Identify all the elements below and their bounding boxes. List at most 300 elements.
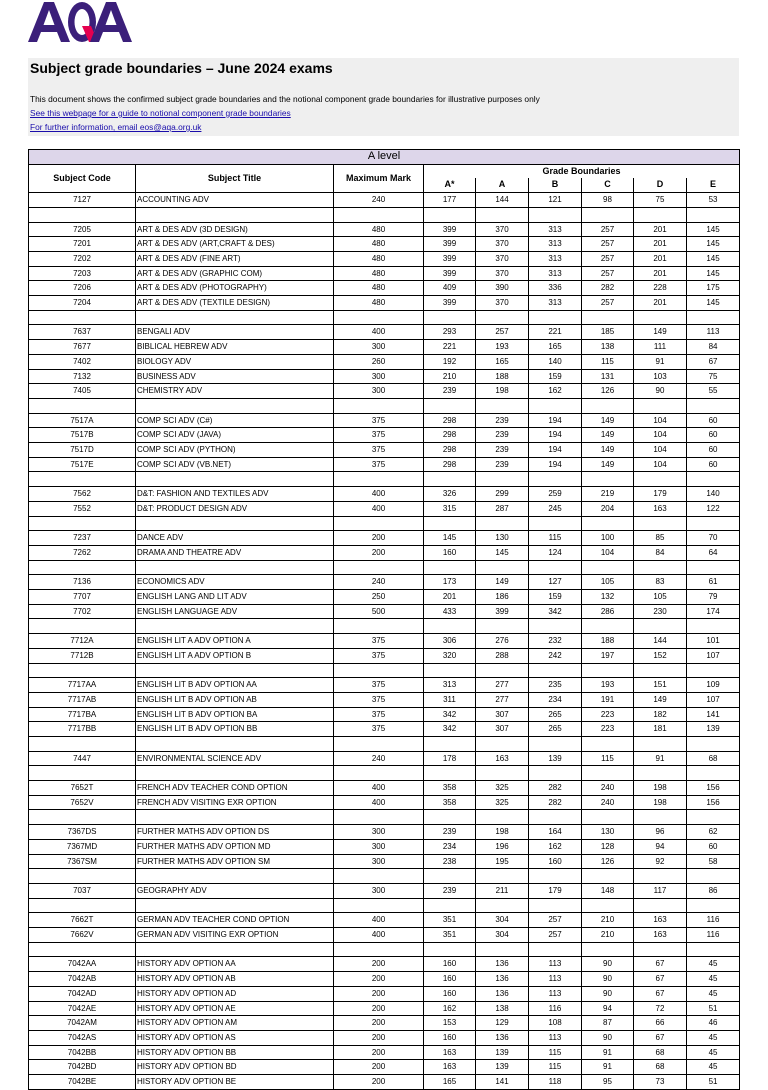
- grade-e: 109: [687, 678, 740, 693]
- blank-cell: [634, 472, 687, 487]
- subject-code: 7127: [29, 193, 136, 208]
- grade-e: 68: [687, 751, 740, 766]
- blank-cell: [476, 810, 529, 825]
- grade-d: 201: [634, 251, 687, 266]
- subject-code: 7262: [29, 545, 136, 560]
- grade-a: 399: [476, 604, 529, 619]
- grade-a-star: 163: [424, 1045, 476, 1060]
- grade-b: 127: [529, 575, 582, 590]
- grade-b: 113: [529, 986, 582, 1001]
- blank-cell: [687, 619, 740, 634]
- blank-cell: [529, 737, 582, 752]
- max-mark: 200: [334, 972, 424, 987]
- grade-a-star: 351: [424, 913, 476, 928]
- blank-cell: [476, 560, 529, 575]
- max-mark: 200: [334, 1045, 424, 1060]
- subject-title: ENGLISH LIT B ADV OPTION BB: [136, 722, 334, 737]
- grade-e: 60: [687, 839, 740, 854]
- grade-a-star: 165: [424, 1075, 476, 1090]
- subject-code: 7042BB: [29, 1045, 136, 1060]
- grade-d: 149: [634, 325, 687, 340]
- table-row: [29, 883, 740, 898]
- level-header: A level: [29, 150, 740, 165]
- subject-code: 7402: [29, 354, 136, 369]
- blank-cell: [136, 766, 334, 781]
- blank-cell: [476, 472, 529, 487]
- grade-a-star: 298: [424, 428, 476, 443]
- subject-title: COMP SCI ADV (C#): [136, 413, 334, 428]
- blank-cell: [687, 560, 740, 575]
- max-mark: 480: [334, 296, 424, 311]
- subject-code: 7652V: [29, 795, 136, 810]
- col-subject-title: Subject Title: [136, 164, 334, 192]
- grade-a: 136: [476, 957, 529, 972]
- subject-code: 7677: [29, 340, 136, 355]
- subject-code: 7042AB: [29, 972, 136, 987]
- max-mark: 300: [334, 839, 424, 854]
- grade-col-header: A*: [424, 178, 476, 192]
- grade-c: 257: [582, 296, 634, 311]
- blank-cell: [334, 898, 424, 913]
- blank-cell: [29, 619, 136, 634]
- grade-e: 145: [687, 251, 740, 266]
- grade-b: 194: [529, 413, 582, 428]
- grade-a: 370: [476, 266, 529, 281]
- blank-cell: [529, 207, 582, 222]
- grade-b: 313: [529, 222, 582, 237]
- subject-title: BUSINESS ADV: [136, 369, 334, 384]
- blank-row: [29, 472, 740, 487]
- grade-e: 145: [687, 237, 740, 252]
- table-row: [29, 369, 740, 384]
- grade-e: 79: [687, 590, 740, 605]
- grade-a-star: 293: [424, 325, 476, 340]
- grade-b: 194: [529, 428, 582, 443]
- grade-d: 181: [634, 722, 687, 737]
- grade-a: 304: [476, 913, 529, 928]
- blank-cell: [687, 310, 740, 325]
- grade-a-star: 351: [424, 928, 476, 943]
- blank-cell: [29, 472, 136, 487]
- subject-code: 7662T: [29, 913, 136, 928]
- grade-b: 232: [529, 634, 582, 649]
- grade-a: 198: [476, 825, 529, 840]
- blank-row: [29, 898, 740, 913]
- grade-a-star: 358: [424, 795, 476, 810]
- subject-title: ACCOUNTING ADV: [136, 193, 334, 208]
- grade-a: 136: [476, 1030, 529, 1045]
- blank-cell: [424, 398, 476, 413]
- table-row: [29, 590, 740, 605]
- grade-boundaries-header: Grade Boundaries: [424, 164, 740, 178]
- grade-a-star: 315: [424, 501, 476, 516]
- blank-cell: [529, 516, 582, 531]
- max-mark: 375: [334, 413, 424, 428]
- blank-cell: [136, 942, 334, 957]
- grade-e: 141: [687, 707, 740, 722]
- guide-link[interactable]: See this webpage for a guide to notional component grade boundaries: [30, 108, 291, 118]
- max-mark: 200: [334, 957, 424, 972]
- table-row: [29, 340, 740, 355]
- blank-cell: [29, 398, 136, 413]
- subject-title: GERMAN ADV VISITING EXR OPTION: [136, 928, 334, 943]
- grade-d: 67: [634, 986, 687, 1001]
- subject-title: ENGLISH LIT B ADV OPTION AB: [136, 692, 334, 707]
- blank-cell: [334, 619, 424, 634]
- grade-a-star: 399: [424, 251, 476, 266]
- grade-a-star: 399: [424, 222, 476, 237]
- grade-c: 204: [582, 501, 634, 516]
- subject-title: GERMAN ADV TEACHER COND OPTION: [136, 913, 334, 928]
- subject-title: HISTORY ADV OPTION BD: [136, 1060, 334, 1075]
- blank-cell: [29, 663, 136, 678]
- max-mark: 240: [334, 751, 424, 766]
- blank-cell: [136, 737, 334, 752]
- grade-e: 45: [687, 1045, 740, 1060]
- intro-text: This document shows the confirmed subject grade boundaries and the notional component grade boundaries for illustrative purposes only: [30, 94, 540, 104]
- blank-cell: [476, 398, 529, 413]
- grade-d: 144: [634, 634, 687, 649]
- grade-b: 116: [529, 1001, 582, 1016]
- grade-c: 185: [582, 325, 634, 340]
- blank-cell: [136, 207, 334, 222]
- grade-a: 370: [476, 296, 529, 311]
- grade-b: 164: [529, 825, 582, 840]
- grade-c: 149: [582, 457, 634, 472]
- blank-cell: [687, 869, 740, 884]
- grade-e: 61: [687, 575, 740, 590]
- subject-title: GEOGRAPHY ADV: [136, 883, 334, 898]
- grade-d: 163: [634, 501, 687, 516]
- blank-cell: [634, 398, 687, 413]
- blank-cell: [687, 207, 740, 222]
- grade-c: 130: [582, 825, 634, 840]
- subject-code: 7562: [29, 487, 136, 502]
- subject-title: FURTHER MATHS ADV OPTION SM: [136, 854, 334, 869]
- grade-a-star: 399: [424, 296, 476, 311]
- blank-row: [29, 619, 740, 634]
- grade-d: 91: [634, 354, 687, 369]
- table-row: [29, 501, 740, 516]
- blank-cell: [476, 207, 529, 222]
- grade-a-star: 399: [424, 237, 476, 252]
- subject-code: 7204: [29, 296, 136, 311]
- blank-cell: [424, 810, 476, 825]
- subject-code: 7405: [29, 384, 136, 399]
- grade-d: 182: [634, 707, 687, 722]
- grade-col-header: B: [529, 178, 582, 192]
- grade-c: 197: [582, 648, 634, 663]
- blank-cell: [634, 810, 687, 825]
- grade-b: 115: [529, 1045, 582, 1060]
- table-row: [29, 545, 740, 560]
- grade-a-star: 177: [424, 193, 476, 208]
- grade-b: 159: [529, 590, 582, 605]
- grade-a-star: 306: [424, 634, 476, 649]
- grade-b: 162: [529, 384, 582, 399]
- subject-code: 7136: [29, 575, 136, 590]
- grade-a: 277: [476, 678, 529, 693]
- max-mark: 300: [334, 854, 424, 869]
- blank-cell: [136, 663, 334, 678]
- blank-cell: [582, 472, 634, 487]
- blank-cell: [529, 942, 582, 957]
- col-subject-code: Subject Code: [29, 164, 136, 192]
- blank-cell: [424, 560, 476, 575]
- grade-d: 201: [634, 222, 687, 237]
- grade-b: 342: [529, 604, 582, 619]
- subject-code: 7132: [29, 369, 136, 384]
- grade-a: 149: [476, 575, 529, 590]
- subject-code: 7652T: [29, 781, 136, 796]
- blank-cell: [529, 398, 582, 413]
- grade-a-star: 320: [424, 648, 476, 663]
- max-mark: 300: [334, 340, 424, 355]
- blank-cell: [29, 869, 136, 884]
- grade-a: 239: [476, 457, 529, 472]
- table-row: [29, 604, 740, 619]
- max-mark: 200: [334, 1075, 424, 1090]
- table-row: [29, 193, 740, 208]
- grade-a-star: 399: [424, 266, 476, 281]
- blank-cell: [424, 942, 476, 957]
- grade-a: 211: [476, 883, 529, 898]
- grade-d: 201: [634, 296, 687, 311]
- subject-title: HISTORY ADV OPTION AB: [136, 972, 334, 987]
- table-row: [29, 781, 740, 796]
- table-row: [29, 443, 740, 458]
- blank-cell: [582, 810, 634, 825]
- grade-a: 370: [476, 251, 529, 266]
- table-row: [29, 487, 740, 502]
- grade-d: 230: [634, 604, 687, 619]
- max-mark: 375: [334, 678, 424, 693]
- grade-b: 235: [529, 678, 582, 693]
- blank-cell: [136, 310, 334, 325]
- max-mark: 240: [334, 193, 424, 208]
- max-mark: 480: [334, 237, 424, 252]
- grade-e: 58: [687, 854, 740, 869]
- grade-a: 299: [476, 487, 529, 502]
- blank-cell: [29, 310, 136, 325]
- subject-code: 7702: [29, 604, 136, 619]
- grade-a-star: 210: [424, 369, 476, 384]
- blank-cell: [529, 766, 582, 781]
- blank-cell: [136, 560, 334, 575]
- table-row: [29, 413, 740, 428]
- blank-cell: [334, 560, 424, 575]
- grade-e: 53: [687, 193, 740, 208]
- grade-c: 90: [582, 957, 634, 972]
- grade-d: 152: [634, 648, 687, 663]
- grade-a-star: 163: [424, 1060, 476, 1075]
- grade-c: 149: [582, 413, 634, 428]
- subject-code: 7042AA: [29, 957, 136, 972]
- blank-cell: [29, 942, 136, 957]
- max-mark: 400: [334, 487, 424, 502]
- grade-a-star: 298: [424, 457, 476, 472]
- grade-b: 313: [529, 251, 582, 266]
- grade-d: 201: [634, 266, 687, 281]
- max-mark: 400: [334, 928, 424, 943]
- subject-code: 7202: [29, 251, 136, 266]
- grade-e: 145: [687, 222, 740, 237]
- grade-e: 139: [687, 722, 740, 737]
- grade-e: 156: [687, 781, 740, 796]
- aqa-logo: [28, 0, 132, 44]
- blank-cell: [582, 516, 634, 531]
- grade-c: 257: [582, 222, 634, 237]
- grade-a: 307: [476, 707, 529, 722]
- grade-e: 75: [687, 369, 740, 384]
- grade-c: 240: [582, 781, 634, 796]
- grade-e: 86: [687, 883, 740, 898]
- grade-c: 91: [582, 1060, 634, 1075]
- subject-code: 7717BA: [29, 707, 136, 722]
- blank-cell: [634, 663, 687, 678]
- grade-e: 45: [687, 957, 740, 972]
- grade-a: 138: [476, 1001, 529, 1016]
- subject-code: 7717AB: [29, 692, 136, 707]
- grade-e: 60: [687, 413, 740, 428]
- max-mark: 480: [334, 222, 424, 237]
- email-link[interactable]: For further information, email eos@aqa.org.uk: [30, 122, 202, 132]
- blank-cell: [529, 472, 582, 487]
- grade-a: 130: [476, 531, 529, 546]
- subject-code: 7042BE: [29, 1075, 136, 1090]
- blank-cell: [687, 516, 740, 531]
- grade-e: 140: [687, 487, 740, 502]
- grade-b: 108: [529, 1016, 582, 1031]
- grade-e: 64: [687, 545, 740, 560]
- grade-a-star: 239: [424, 825, 476, 840]
- table-row: [29, 384, 740, 399]
- blank-cell: [136, 472, 334, 487]
- subject-title: ART & DES ADV (FINE ART): [136, 251, 334, 266]
- grade-b: 257: [529, 913, 582, 928]
- grade-a: 145: [476, 545, 529, 560]
- grade-a: 195: [476, 854, 529, 869]
- subject-code: 7367SM: [29, 854, 136, 869]
- grade-b: 118: [529, 1075, 582, 1090]
- blank-row: [29, 398, 740, 413]
- blank-cell: [476, 942, 529, 957]
- grade-c: 148: [582, 883, 634, 898]
- grade-d: 163: [634, 928, 687, 943]
- subject-code: 7712A: [29, 634, 136, 649]
- blank-cell: [29, 516, 136, 531]
- table-row: [29, 692, 740, 707]
- grade-a-star: 160: [424, 545, 476, 560]
- grade-b: 179: [529, 883, 582, 898]
- table-row: [29, 913, 740, 928]
- grade-c: 90: [582, 986, 634, 1001]
- blank-cell: [29, 766, 136, 781]
- blank-cell: [634, 560, 687, 575]
- grade-c: 98: [582, 193, 634, 208]
- subject-title: COMP SCI ADV (VB.NET): [136, 457, 334, 472]
- grade-a-star: 298: [424, 413, 476, 428]
- blank-cell: [529, 619, 582, 634]
- blank-cell: [529, 310, 582, 325]
- table-row: [29, 325, 740, 340]
- grade-d: 104: [634, 457, 687, 472]
- grade-e: 45: [687, 1060, 740, 1075]
- subject-code: 7237: [29, 531, 136, 546]
- grade-c: 90: [582, 1030, 634, 1045]
- blank-cell: [634, 737, 687, 752]
- grade-a: 370: [476, 222, 529, 237]
- grade-c: 132: [582, 590, 634, 605]
- grade-d: 103: [634, 369, 687, 384]
- blank-row: [29, 737, 740, 752]
- table-row: [29, 222, 740, 237]
- grade-d: 66: [634, 1016, 687, 1031]
- grade-e: 45: [687, 986, 740, 1001]
- grade-c: 191: [582, 692, 634, 707]
- grade-a: 136: [476, 972, 529, 987]
- grade-col-header: C: [582, 178, 634, 192]
- table-row: [29, 531, 740, 546]
- blank-cell: [424, 737, 476, 752]
- grade-b: 140: [529, 354, 582, 369]
- grade-c: 210: [582, 928, 634, 943]
- subject-title: DANCE ADV: [136, 531, 334, 546]
- grade-c: 138: [582, 340, 634, 355]
- grade-a: 193: [476, 340, 529, 355]
- table-row: [29, 296, 740, 311]
- grade-col-header: A: [476, 178, 529, 192]
- grade-a-star: 433: [424, 604, 476, 619]
- grade-c: 240: [582, 795, 634, 810]
- grade-e: 101: [687, 634, 740, 649]
- blank-cell: [334, 516, 424, 531]
- max-mark: 200: [334, 1060, 424, 1075]
- grade-d: 83: [634, 575, 687, 590]
- grade-b: 121: [529, 193, 582, 208]
- subject-title: D&T: FASHION AND TEXTILES ADV: [136, 487, 334, 502]
- grade-b: 194: [529, 457, 582, 472]
- grade-a-star: 162: [424, 1001, 476, 1016]
- max-mark: 375: [334, 648, 424, 663]
- grade-e: 45: [687, 972, 740, 987]
- grade-a-star: 145: [424, 531, 476, 546]
- grade-a-star: 201: [424, 590, 476, 605]
- grade-a-star: 153: [424, 1016, 476, 1031]
- subject-code: 7637: [29, 325, 136, 340]
- subject-title: ENGLISH LIT A ADV OPTION B: [136, 648, 334, 663]
- table-row: [29, 795, 740, 810]
- grade-e: 116: [687, 928, 740, 943]
- grade-e: 174: [687, 604, 740, 619]
- blank-cell: [582, 207, 634, 222]
- grade-a-star: 178: [424, 751, 476, 766]
- grade-e: 46: [687, 1016, 740, 1031]
- subject-title: BENGALI ADV: [136, 325, 334, 340]
- info-box: [28, 58, 739, 136]
- table-row: [29, 825, 740, 840]
- grade-d: 104: [634, 443, 687, 458]
- grade-d: 72: [634, 1001, 687, 1016]
- max-mark: 300: [334, 369, 424, 384]
- blank-cell: [687, 766, 740, 781]
- grade-e: 145: [687, 296, 740, 311]
- grade-d: 90: [634, 384, 687, 399]
- grade-b: 336: [529, 281, 582, 296]
- grade-b: 115: [529, 531, 582, 546]
- grade-d: 111: [634, 340, 687, 355]
- blank-cell: [529, 810, 582, 825]
